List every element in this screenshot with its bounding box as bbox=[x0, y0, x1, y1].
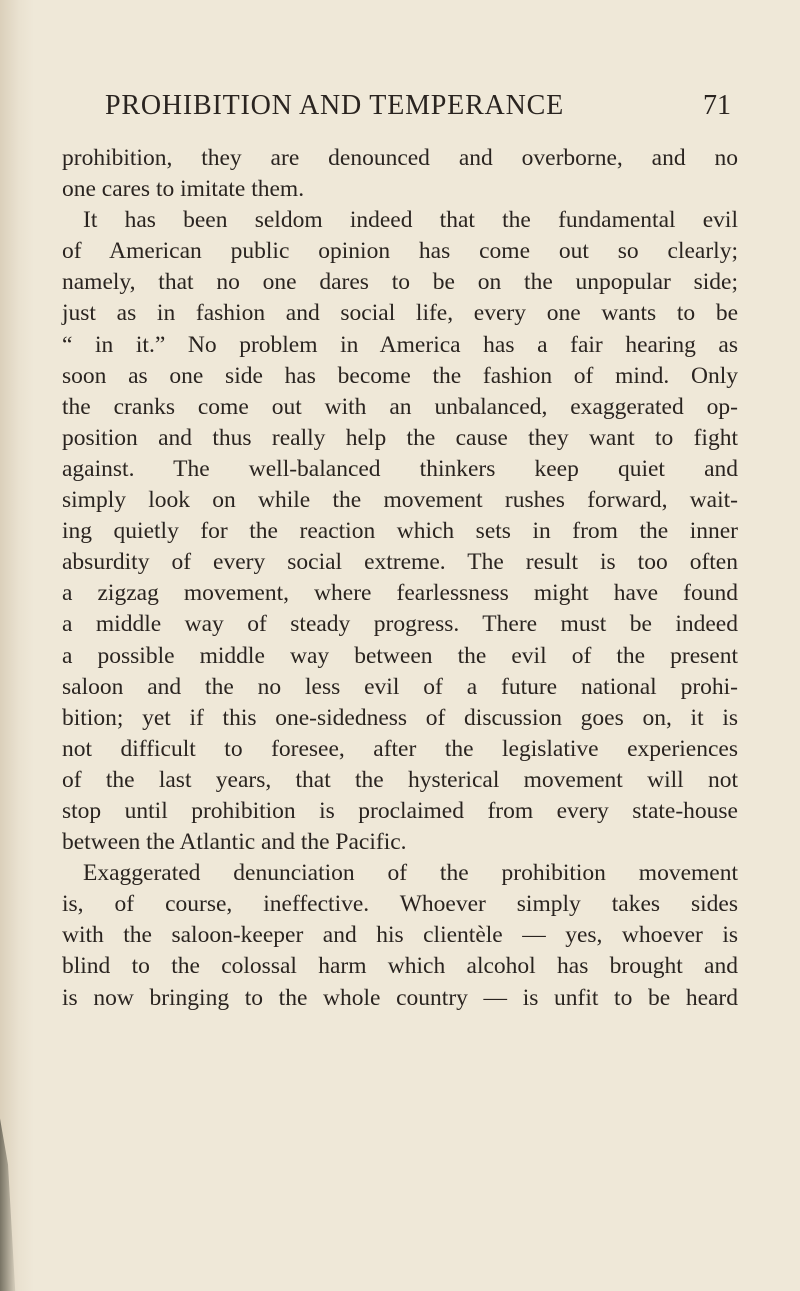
text-line: the cranks come out with an unbalanced, exaggerated op- bbox=[62, 393, 738, 420]
text-line: against. The well-balanced thinkers keep quiet and bbox=[62, 455, 738, 482]
text-line: Exaggerated denunciation of the prohibition movement bbox=[83, 860, 738, 887]
text-line: stop until prohibition is proclaimed from every state-house bbox=[62, 797, 738, 824]
text-line: of American public opinion has come out so clearly; bbox=[62, 238, 738, 265]
text-line: with the saloon-keeper and his clientèle — yes, whoever is bbox=[62, 922, 738, 949]
text-line: ing quietly for the reaction which sets in from the inner bbox=[62, 518, 738, 545]
text-line: between the Atlantic and the Pacific. bbox=[62, 829, 407, 856]
body-text bbox=[62, 143, 738, 1014]
text-line: namely, that no one dares to be on the unpopular side; bbox=[62, 269, 738, 296]
text-line: It has been seldom indeed that the fundamental evil bbox=[83, 207, 738, 234]
text-line: is, of course, ineffective. Whoever simply takes sides bbox=[62, 891, 738, 918]
text-line: “ in it.” No problem in America has a fair hearing as bbox=[62, 331, 738, 358]
text-line: blind to the colossal harm which alcohol has brought and bbox=[62, 953, 738, 980]
text-line: is now bringing to the whole country — is unfit to be heard bbox=[62, 984, 738, 1011]
page-number: 71 bbox=[703, 90, 731, 121]
text-line: soon as one side has become the fashion of mind. Only bbox=[62, 362, 738, 389]
text-line: not difficult to foresee, after the legislative experiences bbox=[62, 735, 738, 762]
page-edge-shadow bbox=[0, 0, 34, 1291]
text-line: one cares to imitate them. bbox=[62, 176, 305, 203]
text-line: bition; yet if this one-sidedness of discussion goes on, it is bbox=[62, 704, 738, 731]
text-line: position and thus really help the cause they want to fight bbox=[62, 424, 738, 451]
text-line: of the last years, that the hysterical movement will not bbox=[62, 766, 738, 793]
text-line: prohibition, they are denounced and overborne, and no bbox=[62, 145, 738, 171]
text-line: a middle way of steady progress. There must be indeed bbox=[62, 611, 738, 638]
text-line: saloon and the no less evil of a future national prohi- bbox=[62, 673, 738, 700]
text-line: just as in fashion and social life, every one wants to be bbox=[62, 300, 738, 327]
text-line: simply look on while the movement rushes forward, wait- bbox=[62, 487, 738, 514]
text-line: absurdity of every social extreme. The result is too often bbox=[62, 549, 738, 576]
text-line: a zigzag movement, where fearlessness might have found bbox=[62, 580, 738, 607]
page-header bbox=[105, 88, 731, 124]
running-title: PROHIBITION AND TEMPERANCE bbox=[105, 90, 564, 121]
text-line: a possible middle way between the evil of the present bbox=[62, 642, 738, 669]
